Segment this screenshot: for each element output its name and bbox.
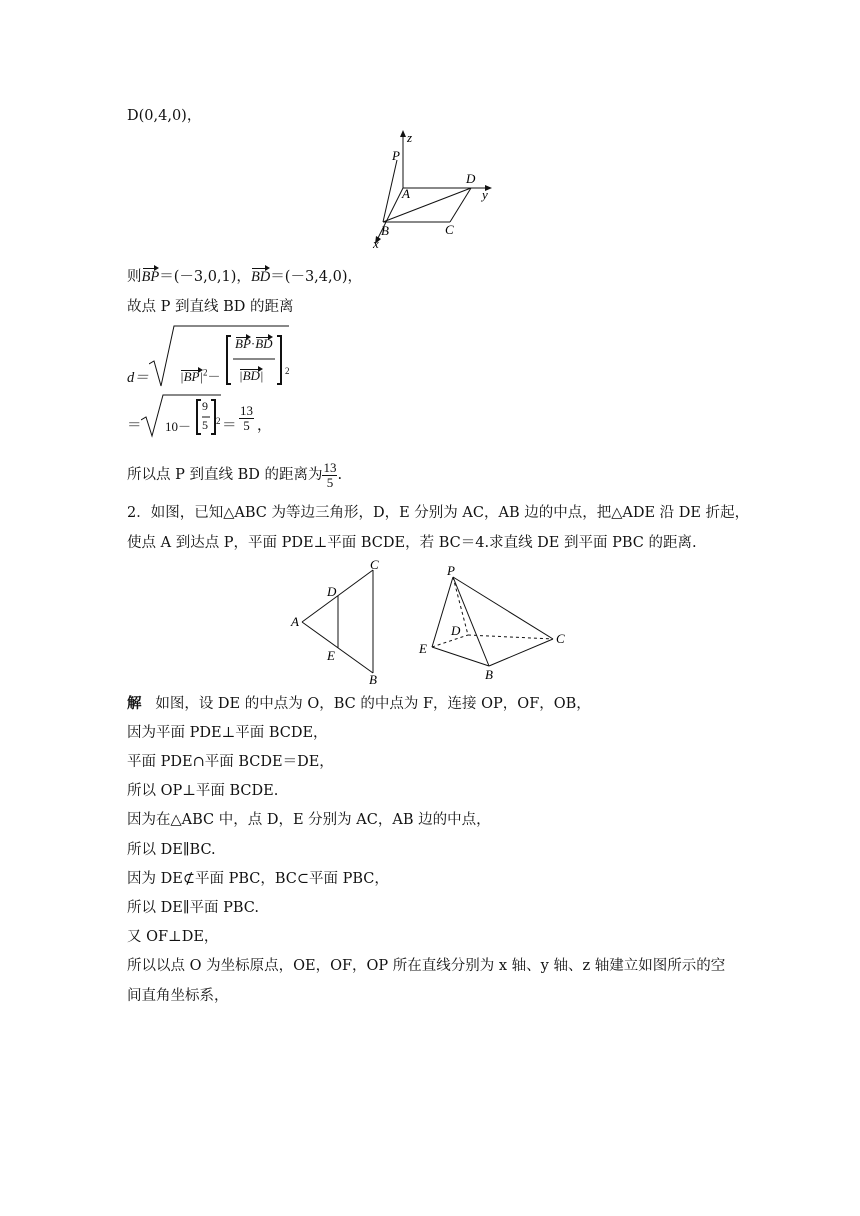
solution-line-1: 因为平面 PDE⊥平面 BCDE， bbox=[127, 725, 328, 741]
formula1-den: |BD| bbox=[239, 368, 264, 383]
solution-line-3: 所以 OP⊥平面 BCDE. bbox=[127, 783, 279, 799]
fig1-label-c: C bbox=[445, 222, 454, 237]
solution-text-0: 如图，设 DE 的中点为 O，BC 的中点为 F，连接 OP，OF，OB， bbox=[155, 696, 591, 712]
fig2-label-b: B bbox=[369, 672, 377, 686]
solution-line-9: 所以以点 O 为坐标原点，OE，OF，OP 所在直线分别为 x 轴、y 轴、z 轴建立如图所示的空 bbox=[127, 958, 726, 974]
formula1-abs-bp: |BP| bbox=[180, 369, 204, 384]
solution-line-2: 平面 PDE∩平面 BCDE＝DE， bbox=[127, 754, 334, 770]
formula-distance bbox=[127, 324, 297, 388]
fig2-label-e: E bbox=[327, 648, 335, 663]
problem2-line2: 使点 A 到达点 P，平面 PDE⊥平面 BCDE，若 BC＝4.求直线 DE 到平面 PBC 的距离. bbox=[127, 535, 697, 551]
solution-head: 解 bbox=[127, 695, 142, 712]
fig2-label-c: C bbox=[370, 557, 379, 572]
formula1-outer-sq: 2 bbox=[285, 366, 290, 376]
solution-line-0 bbox=[127, 694, 591, 714]
fig2-label-a: A bbox=[291, 614, 299, 629]
fig3-label-b: B bbox=[485, 667, 493, 682]
conclusion-end: . bbox=[337, 467, 343, 483]
formula-distance-value bbox=[127, 392, 287, 444]
vector-bp: BP bbox=[141, 269, 160, 285]
solution-line-10: 间直角坐标系， bbox=[127, 988, 229, 1004]
solution-line-6: 因为 DE⊄平面 PBC，BC⊂平面 PBC， bbox=[127, 871, 389, 887]
formula2-result-den: 5 bbox=[243, 418, 250, 433]
conclusion-num: 13 bbox=[323, 459, 337, 475]
formula1-sq: 2 bbox=[203, 367, 208, 378]
fig1-label-d: D bbox=[466, 171, 476, 186]
formula1-minus: － bbox=[207, 369, 221, 384]
figure-coordinate-axes bbox=[360, 128, 500, 252]
conclusion-fraction bbox=[322, 461, 337, 490]
vector-bd-value: ＝(－3,4,0)， bbox=[270, 269, 362, 285]
solution-line-4: 因为在△ABC 中，点 D，E 分别为 AC，AB 边的中点， bbox=[127, 812, 491, 828]
formula1-dot: · bbox=[250, 336, 256, 351]
conclusion-den: 5 bbox=[326, 474, 334, 490]
formula2-end: ， bbox=[257, 418, 272, 434]
formula2-ten: 10－ bbox=[165, 419, 192, 434]
fig2-label-d: D bbox=[327, 584, 337, 599]
fig3-label-p: P bbox=[447, 563, 455, 578]
fig3-label-d: D bbox=[451, 623, 461, 638]
formula2-result-num: 13 bbox=[240, 403, 253, 418]
fig1-label-z: z bbox=[407, 130, 413, 145]
vector-prefix: 则 bbox=[127, 269, 142, 285]
fig1-label-b: B bbox=[381, 223, 389, 238]
fig3-label-e: E bbox=[419, 641, 427, 656]
formula2-eq: ＝ bbox=[222, 418, 237, 434]
fig1-label-x: x bbox=[373, 236, 379, 251]
vector-line bbox=[127, 267, 362, 287]
fig1-label-p: P bbox=[392, 148, 400, 163]
fig1-label-a: A bbox=[402, 186, 410, 201]
formula1-num-bd: BD bbox=[255, 336, 273, 351]
figure-triangle-abc bbox=[288, 556, 388, 686]
solution-line-7: 所以 DE∥平面 PBC. bbox=[127, 900, 259, 916]
formula2-num: 9 bbox=[202, 399, 208, 413]
formula1-lhs: d＝ bbox=[127, 370, 149, 386]
formula2-result bbox=[239, 404, 254, 433]
formula2-lhs: ＝ bbox=[127, 418, 142, 434]
conclusion-text: 所以点 P 到直线 BD 的距离为 bbox=[127, 467, 323, 483]
figure-pyramid-pbcde bbox=[414, 563, 574, 683]
formula1-num-bp: BP bbox=[235, 336, 251, 351]
problem2-line1: 2．如图，已知△ABC 为等边三角形，D，E 分别为 AC，AB 边的中点，把△ADE 沿 DE 折起， bbox=[127, 505, 750, 521]
conclusion-line bbox=[127, 460, 342, 490]
solution-line-8: 又 OF⊥DE， bbox=[127, 929, 219, 945]
fig1-label-y: y bbox=[482, 187, 488, 202]
vector-bp-value: ＝(－3,0,1)， bbox=[159, 269, 251, 285]
vector-bd: BD bbox=[250, 269, 271, 285]
fig3-label-c: C bbox=[556, 631, 565, 646]
distance-intro: 故点 P 到直线 BD 的距离 bbox=[127, 299, 294, 315]
solution-line-5: 所以 DE∥BC. bbox=[127, 842, 216, 858]
formula2-sq: 2 bbox=[216, 416, 221, 426]
formula2-den: 5 bbox=[202, 418, 208, 432]
coordinate-line: D(0,4,0)， bbox=[127, 108, 202, 124]
